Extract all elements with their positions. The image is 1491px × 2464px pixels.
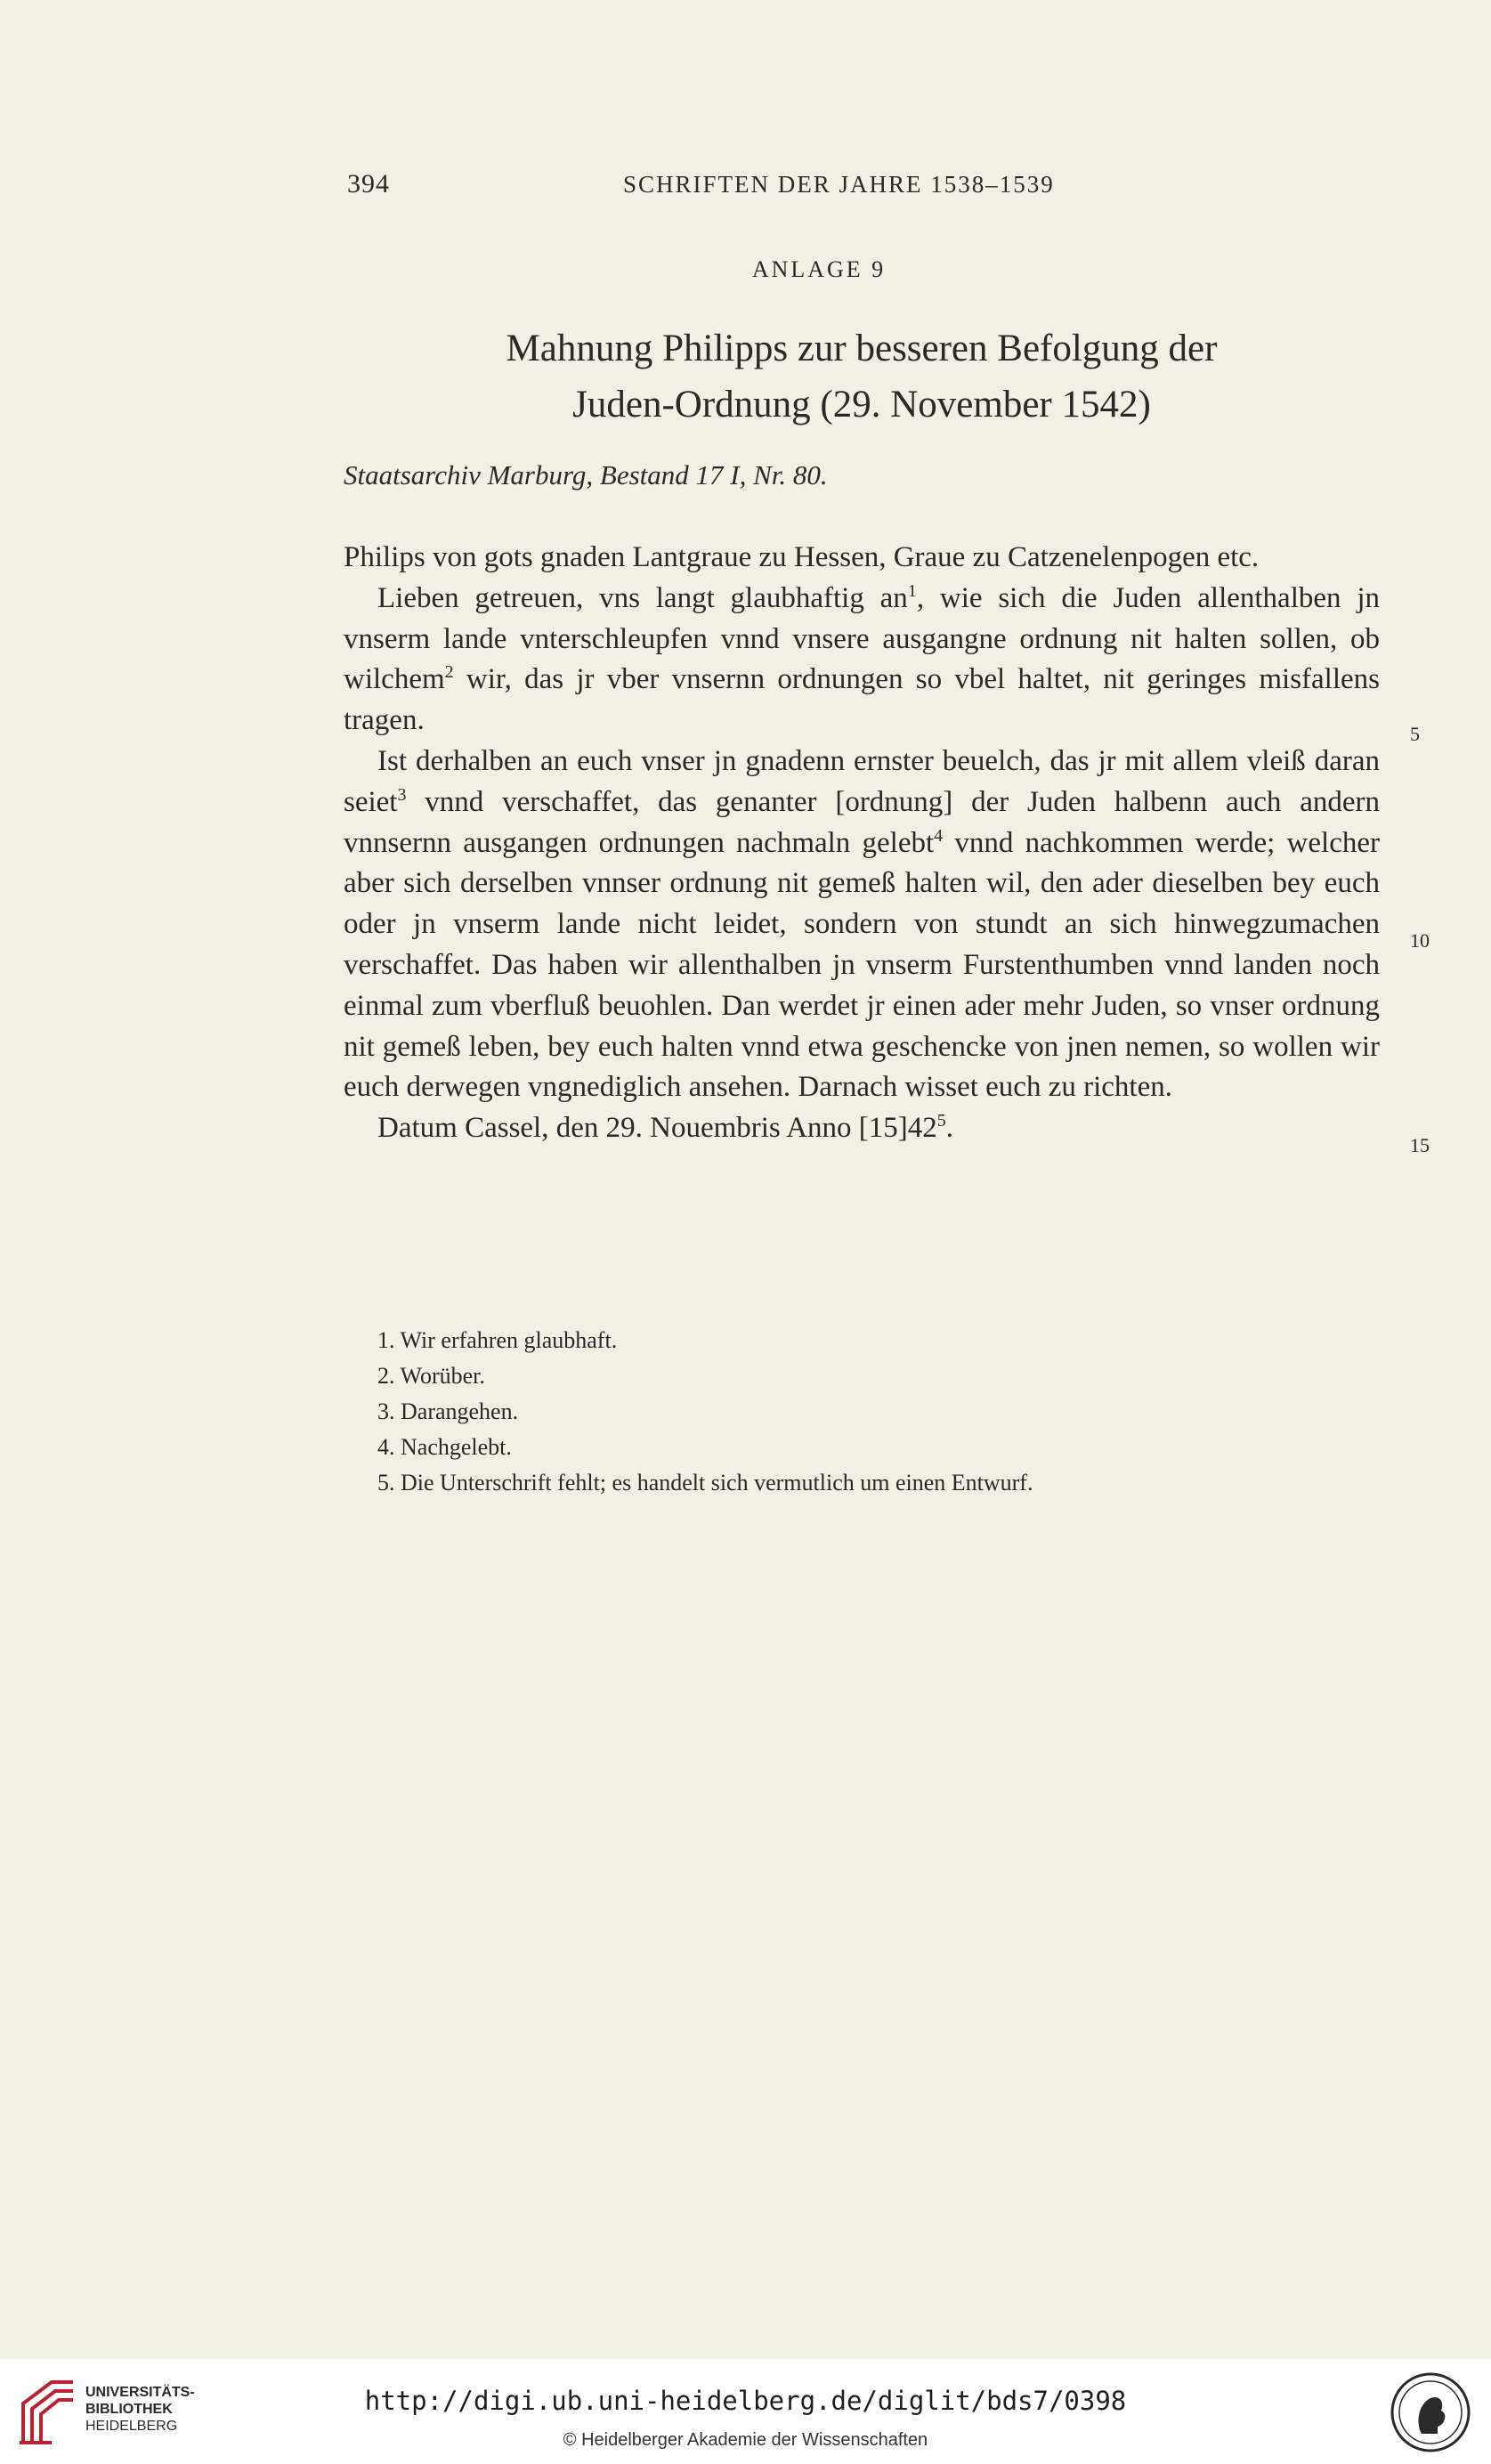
footnote-ref-1: 1 <box>907 580 917 601</box>
line-number-5: 5 <box>1410 723 1420 745</box>
heading-line-2: Juden-Ordnung (29. November 1542) <box>572 384 1151 426</box>
document-heading <box>344 320 1380 433</box>
footnote-ref-5: 5 <box>936 1111 946 1131</box>
footnote-ref-3: 3 <box>397 784 407 805</box>
paragraph-salutation: Philips von gots gnaden Lantgraue zu Hessen, Graue zu Catzenelenpogen etc. <box>344 541 1260 573</box>
line-number-10: 10 <box>1410 929 1430 952</box>
academy-seal-icon <box>1390 2371 1471 2453</box>
footnote-ref-4: 4 <box>934 825 944 846</box>
footnote-4: 4. Nachgelebt. <box>377 1434 512 1460</box>
footnote-5: 5. Die Unterschrift fehlt; es handelt sich vermutlich um einen Entwurf. <box>377 1470 1033 1495</box>
paragraph-2: Lieben getreuen, vns langt glaubhaftig $an^1$, wie sich die Juden allenthalben jn vnserm lande vnterschleupfen vnnd vnsere ausgangne ordnung nit halten sollen, ob wilchem$^2$ wir, das jr vber vnsernn ordnungen so vbel haltet, nit geringes misfallens tragen. <box>344 580 1380 737</box>
paragraph-date: Datum Cassel, den 29. Nouembris Anno $[15]42^5$. <box>377 1111 954 1145</box>
permalink-url[interactable]: http://digi.ub.uni-heidelberg.de/diglit/bds7/0398 <box>364 2386 1127 2416</box>
footnote-3: 3. Darangehen. <box>377 1398 519 1424</box>
paragraph-3: Ist derhalben an euch vnser jn gnadenn ernster beuelch, das jr mit allem vleiß daran seiet$^3$ vnnd verschaffet, das genanter [ordnung] der Juden halbenn auch andern vnnsernn ausgangen ordnungen nachmaln gelebt$^4$ vnnd nachkommen werde; welcher aber sich derselben vnnser ordnung nit gemeß halten wil, den ader dieselben bey euch oder jn vnserm lande nicht leidet, sondern von stundt an sich hinwegzumachen verschaffet. Das haben wir allenthalben jn vnserm Furstenthumben vnnd landen noch einmal zum vberfluß beuohlen. Dan werdet jr einen ader mehr Juden, so vnser ordnung nit gemeß leben, bey euch halten vnnd etwa geschencke von jnen nemen, so wollen wir euch derwegen vngnediglich ansehen. Darnach wisset euch zu richten. <box>344 744 1380 1104</box>
footnote-2: 2. Worüber. <box>377 1363 485 1389</box>
archive-source: Staatsarchiv Marburg, Bestand 17 I, Nr. 80. <box>344 459 828 490</box>
page-number: 394 <box>347 169 390 199</box>
heading-line-1: Mahnung Philipps zur besseren Befolgung der <box>506 328 1218 369</box>
document-body <box>344 538 1380 1149</box>
footnote-1: 1. Wir erfahren glaubhaft. <box>377 1327 618 1353</box>
line-number-15: 15 <box>1410 1134 1430 1156</box>
running-title: SCHRIFTEN DER JAHRE 1538–1539 <box>623 171 1055 198</box>
copyright-notice: © Heidelberger Akademie der Wissenschaften <box>563 2430 928 2450</box>
viewer-footer <box>0 2359 1491 2464</box>
institution-name: UNIVERSITÄTS- BIBLIOTHEK HEIDELBERG <box>85 2385 195 2434</box>
footnote-ref-2: 2 <box>444 662 454 683</box>
footnotes <box>377 1323 1033 1501</box>
appendix-label: ANLAGE 9 <box>751 256 887 282</box>
